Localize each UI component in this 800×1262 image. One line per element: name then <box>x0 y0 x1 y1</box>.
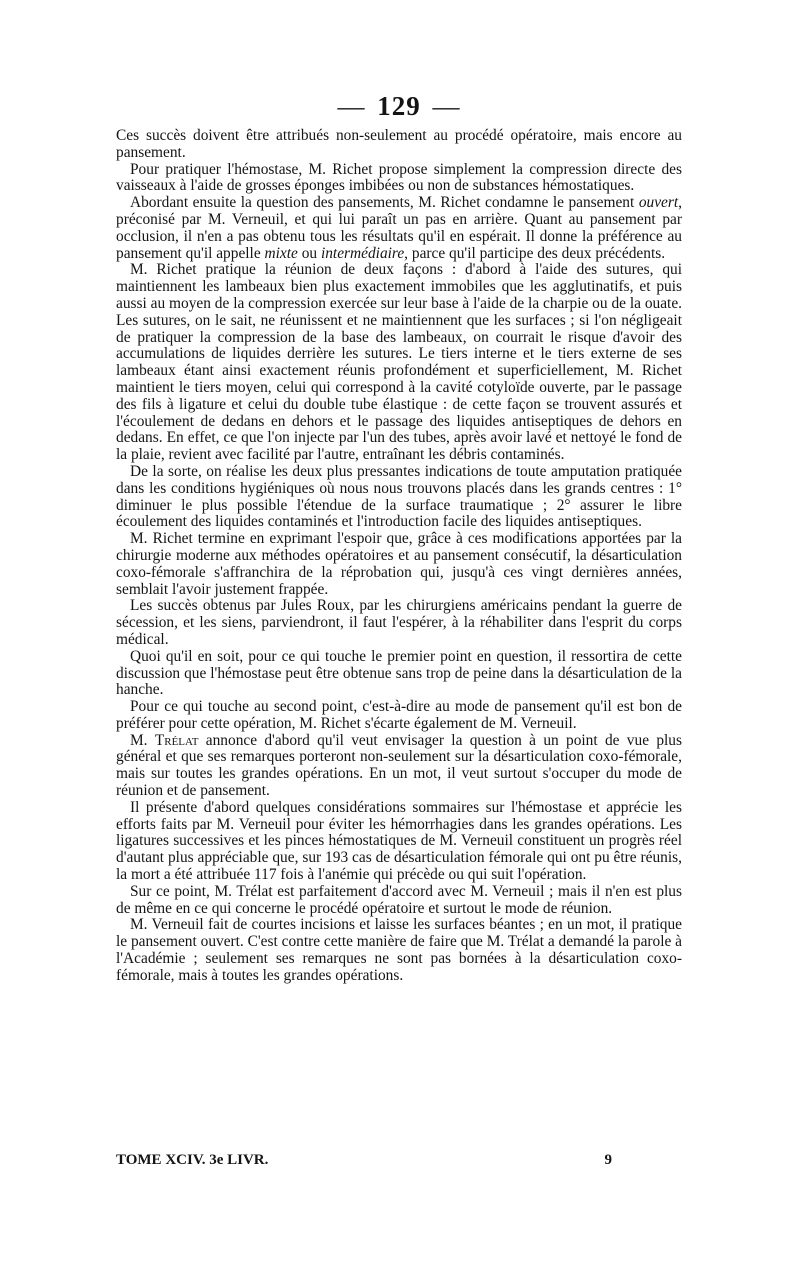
text-run: M. <box>130 731 155 749</box>
text-run: Quoi qu'il en soit, pour ce qui touche le premier point en question, il ressortira de cette discussion que l'hémostase peut être obtenue sans trop de peine dans la désarticulation de la hanche. <box>116 647 682 699</box>
text-run: annonce d'abord qu'il veut envisager la question à un point de vue plus général et que ses remarques porteront non-seulement sur la désarticulation coxo-fémorale, mais sur toutes les grandes opérations. En un mot, il veut surtout s'occuper du mode de réunion et de pansement. <box>116 731 682 800</box>
signature-mark: 9 <box>604 1152 612 1168</box>
paragraph <box>116 262 682 464</box>
paragraph <box>116 884 682 918</box>
page-number: 129 <box>377 91 421 121</box>
text-run: , parce qu'il participe des deux précédents. <box>404 244 666 262</box>
text-run: Il présente d'abord quelques considérations sommaires sur l'hémostase et apprécie les efforts faits par M. Verneuil pour éviter les hémorrhagies dans les grandes opérations. Les ligatures successives et les pinces hémostatiques de M. Verneuil constituent un progrès réel d'autant plus appréciable que, sur 193 cas de désarticulation fémorale qui ont pu être réunis, la mort a été attribuée 117 fois à l'anémie qui précède ou qui suit l'opération. <box>116 798 682 884</box>
text-run: Pour ce qui touche au second point, c'est-à-dire au mode de pansement qu'il est bon de préférer pour cette opération, M. Richet s'écarte également de M. Verneuil. <box>116 698 682 732</box>
italic-term: intermédiaire <box>320 244 405 262</box>
page-footer <box>116 1150 682 1170</box>
text-run: Abordant ensuite la question des pansements, M. Richet condamne le pansement <box>130 194 639 212</box>
paragraph <box>116 917 682 984</box>
text-run: ou <box>297 244 321 262</box>
paragraph <box>116 699 682 733</box>
text-run: , préconisé par M. Verneuil, et qui lui paraît un pas en arrière. Quant au pansement par occlusion, il n'en a pas obtenu tous les résultats qu'il en espérait. Il donne la préférence au pansement qu'il appelle <box>116 194 682 262</box>
header-dash-right: — <box>432 91 461 121</box>
text-run: Ces succès doivent être attribués non-seulement au procédé opératoire, mais encore au pansement. <box>116 127 682 161</box>
paragraph <box>116 800 682 884</box>
text-run: De la sorte, on réalise les deux plus pressantes indications de toute amputation pratiquée dans les conditions hygiéniques où nous nous trouvons placés dans les grands centres : 1° diminuer le plus possible l'étendue de la surface traumatique ; 2° assurer le libre écoulement des liquides contaminés et l'introduction facile des liquides antiseptiques. <box>116 462 682 531</box>
paragraph <box>116 162 682 196</box>
text-run: Les succès obtenus par Jules Roux, par les chirurgiens américains pendant la guerre de sécession, et les siens, parviendront, il faut l'espérer, à la réhabiliter dans l'esprit du corps médical. <box>116 597 682 648</box>
article-body <box>116 128 682 985</box>
italic-term: mixte <box>264 244 298 262</box>
book-page <box>116 88 682 985</box>
text-run: Pour pratiquer l'hémostase, M. Richet propose simplement la compression directe des vaisseaux à l'aide de grosses éponges imbibées ou non de substances hémostatiques. <box>116 160 682 195</box>
text-run: M. Verneuil fait de courtes incisions et laisse les surfaces béantes ; en un mot, il pratique le pansement ouvert. C'est contre cette manière de faire que M. Trélat a demandé la parole à l'Académie ; seulement ses remarques ne sont pas bornées à la désarticulation coxo-fémorale, mais à toutes les grandes opérations. <box>116 916 683 984</box>
text-run: Sur ce point, M. Trélat est parfaitement d'accord avec M. Verneuil ; mais il n'en est plus de même en ce qui concerne le procédé opératoire et surtout le mode de réunion. <box>116 882 682 917</box>
paragraph <box>116 531 682 598</box>
paragraph <box>116 464 682 531</box>
paragraph <box>116 128 682 162</box>
page-number-header <box>116 88 682 124</box>
text-run: M. Richet pratique la réunion de deux façons : d'abord à l'aide des sutures, qui maintiennent les lambeaux bien plus exactement immobiles que les agglutinatifs, et puis aussi au moyen de la compression exercée sur leur base à l'aide de la charpie ou de la ouate. Les sutures, on le sait, ne réunissent et ne maintiennent que les surfaces ; si l'on négligeait de pratiquer la compression de la base des lambeaux, on courrait le risque d'avoir des accumulations de liquides derrière les sutures. Le tiers interne et le tiers externe de ses lambeaux étant ainsi exactement réunis profondément et superficiellement, M. Richet maintient le tiers moyen, celui qui correspond à la cavité cotyloïde ouverte, par le passage des fils à ligature et celui du double tube élastique : de cette façon se trouvent assurés et l'écoulement de dedans en dehors et le passage des liquides antiseptiques de dehors en dedans. En effet, ce que l'on injecte par l'un des tubes, après avoir lavé et nettoyé le fond de la plaie, revient avec facilité par l'autre, entraînant les débris contaminés. <box>116 261 682 464</box>
volume-label: TOME XCIV. 3e LIVR. <box>116 1152 269 1168</box>
paragraph <box>116 649 682 699</box>
paragraph <box>116 195 682 262</box>
header-dash-left: — <box>337 91 366 121</box>
italic-term: ouvert <box>638 194 679 212</box>
text-run: M. Richet termine en exprimant l'espoir que, grâce à ces modifications apportées par la chirurgie moderne aux méthodes opératoires et au pansement consécutif, la désarticulation coxo-fémorale s'affranchira de la réprobation qui, jusqu'à ces vingt dernières années, semblait l'avoir justement frappée. <box>116 530 682 598</box>
paragraph <box>116 733 682 800</box>
speaker-name: Trélat <box>154 731 199 749</box>
paragraph <box>116 598 682 648</box>
